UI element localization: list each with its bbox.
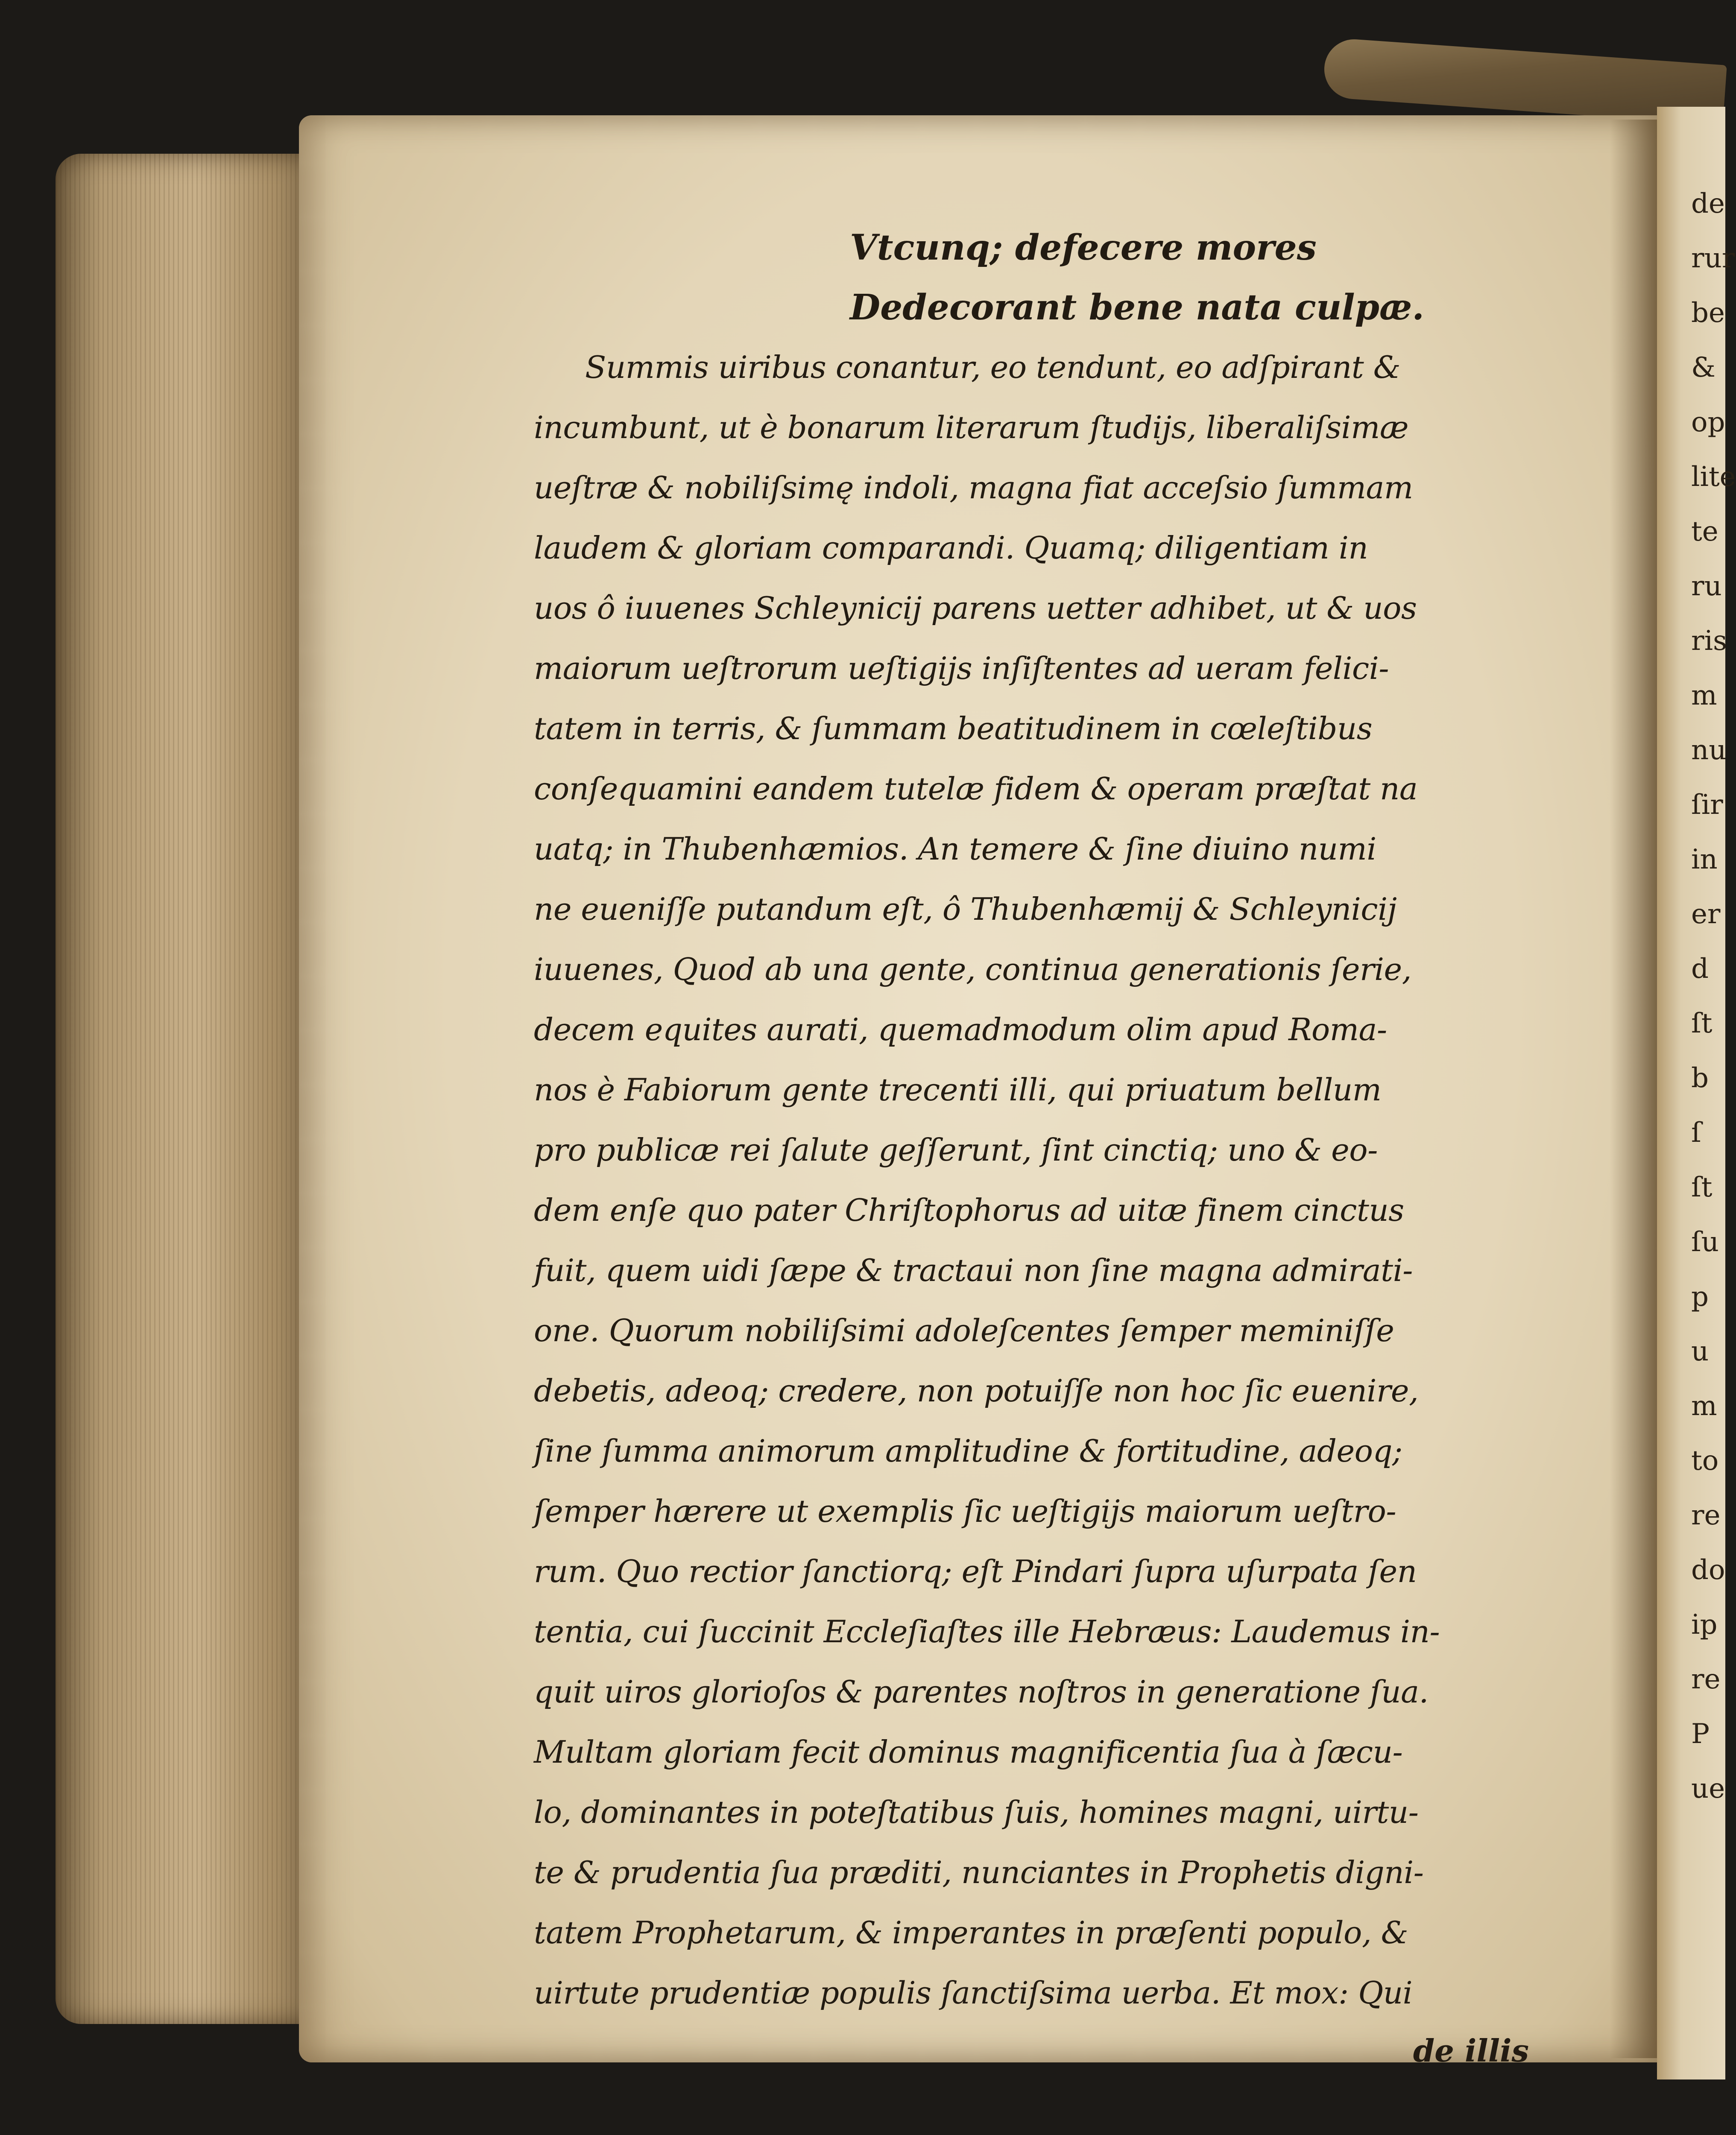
- facing-page-fragment: rur: [1691, 243, 1735, 274]
- prose-line: Summis uiribus conantur, eo tendunt, eo adſpirant &: [585, 349, 1401, 385]
- prose-line: ne eueniſſe putandum eſt, ô Thubenhæmij & Schleynicij: [534, 891, 1397, 927]
- facing-page-fragment: ſ: [1691, 1117, 1701, 1149]
- facing-page-fragment: te: [1691, 516, 1718, 547]
- prose-line: dem enſe quo pater Chriſtophorus ad uitæ finem cinctus: [534, 1192, 1404, 1228]
- prose-line: incumbunt, ut è bonarum literarum ſtudijs, liberaliſsimæ: [534, 409, 1409, 445]
- facing-page-fragment: lite: [1691, 461, 1736, 493]
- facing-page-fragment: ue: [1691, 1773, 1725, 1805]
- prose-line: tatem Prophetarum, & imperantes in præſenti populo, &: [534, 1915, 1408, 1951]
- prose-line: lo, dominantes in poteſtatibus ſuis, homines magni, uirtu-: [534, 1794, 1419, 1830]
- facing-page-fragment: er: [1691, 898, 1721, 930]
- prose-line: te & prudentia ſua præditi, nunciantes in Prophetis digni-: [534, 1854, 1424, 1890]
- facing-page-fragment: ſt: [1691, 1172, 1713, 1203]
- facing-page-fragment: ſt: [1691, 1008, 1713, 1039]
- facing-page-fragment: re: [1691, 1664, 1721, 1695]
- facing-page-fragment: to: [1691, 1445, 1719, 1477]
- prose-line: maiorum ueſtrorum ueſtigijs inſiſtentes ad ueram felici-: [534, 650, 1389, 686]
- facing-page-fragment: nu: [1691, 734, 1727, 766]
- verse-line: Dedecorant bene nata culpæ.: [850, 287, 1424, 328]
- prose-line: conſequamini eandem tutelæ fidem & operam præſtat na: [534, 771, 1418, 807]
- facing-page-fragment: ip: [1691, 1609, 1718, 1641]
- page-edges: [56, 154, 312, 2024]
- text-block: [534, 218, 1533, 2079]
- prose-line: tentia, cui ſuccinit Eccleſiaſtes ille Hebræus: Laudemus in-: [534, 1614, 1440, 1650]
- prose-line: ueſtræ & nobiliſsimę indoli, magna fiat acceſsio ſummam: [534, 470, 1413, 506]
- prose-line: fuit, quem uidi ſæpe & tractaui non ſine magna admirati-: [534, 1252, 1413, 1288]
- prose-line: laudem & gloriam comparandi. Quamq; diligentiam in: [534, 530, 1368, 566]
- prose-line: rum. Quo rectior ſanctiorq; eſt Pindari ſupra uſurpata ſen: [534, 1553, 1417, 1589]
- prose-line: Multam gloriam fecit dominus magnificentia ſua à ſæcu-: [534, 1734, 1403, 1770]
- facing-page-fragment: &: [1691, 352, 1716, 383]
- facing-page-fragment: re: [1691, 1500, 1721, 1531]
- prose-line: quit uiros glorioſos & parentes noſtros in generatione ſua.: [534, 1674, 1429, 1710]
- facing-page-fragment: op: [1691, 407, 1725, 438]
- facing-page-fragment: ru: [1691, 570, 1722, 602]
- prose-line: ſemper hærere ut exemplis ſic ueſtigijs maiorum ueſtro-: [534, 1493, 1396, 1529]
- facing-page-fragment: ris: [1691, 625, 1727, 657]
- facing-page-fragment: m: [1691, 1390, 1717, 1422]
- prose-line: debetis, adeoq; credere, non potuiſſe non hoc ſic euenire,: [534, 1373, 1419, 1409]
- facing-page-fragment: b: [1691, 1062, 1709, 1094]
- facing-page-fragment: do: [1691, 1554, 1725, 1586]
- facing-page-fragment: m: [1691, 680, 1717, 711]
- facing-page-fragment: be: [1691, 297, 1725, 329]
- prose-line: uirtute prudentiæ populis ſanctiſsima uerba. Et mox: Qui: [534, 1975, 1413, 2011]
- catchword: de illis: [1413, 2033, 1529, 2069]
- facing-page-fragment: ſu: [1691, 1226, 1719, 1258]
- facing-page-fragment: P: [1691, 1718, 1710, 1750]
- facing-page-fragment: de: [1691, 188, 1725, 219]
- facing-page-fragment: ſir: [1691, 789, 1723, 821]
- prose-line: iuuenes, Quod ab una gente, continua generationis ſerie,: [534, 951, 1411, 987]
- prose-line: uatq; in Thubenhæmios. An temere & ſine diuino numi: [534, 831, 1376, 867]
- prose-line: nos è Fabiorum gente trecenti illi, qui priuatum bellum: [534, 1072, 1382, 1108]
- verse-line: Vtcunq; defecere mores: [850, 227, 1317, 268]
- prose-line: decem equites aurati, quemadmodum olim apud Roma-: [534, 1012, 1387, 1047]
- facing-page-fragment: p: [1691, 1281, 1709, 1313]
- facing-page-fragment: in: [1691, 844, 1718, 875]
- prose-line: pro publicæ rei ſalute geſſerunt, ſint cinctiq; uno & eo-: [534, 1132, 1378, 1168]
- facing-page-fragment: d: [1691, 953, 1709, 985]
- facing-page-fragment: u: [1691, 1336, 1709, 1367]
- prose-line: ſine ſumma animorum amplitudine & fortitudine, adeoq;: [534, 1433, 1402, 1469]
- prose-line: one. Quorum nobiliſsimi adoleſcentes ſemper meminiſſe: [534, 1313, 1394, 1348]
- prose-line: tatem in terris, & ſummam beatitudinem in cœleſtibus: [534, 711, 1373, 746]
- prose-line: uos ô iuuenes Schleynicij parens uetter adhibet, ut & uos: [534, 590, 1417, 626]
